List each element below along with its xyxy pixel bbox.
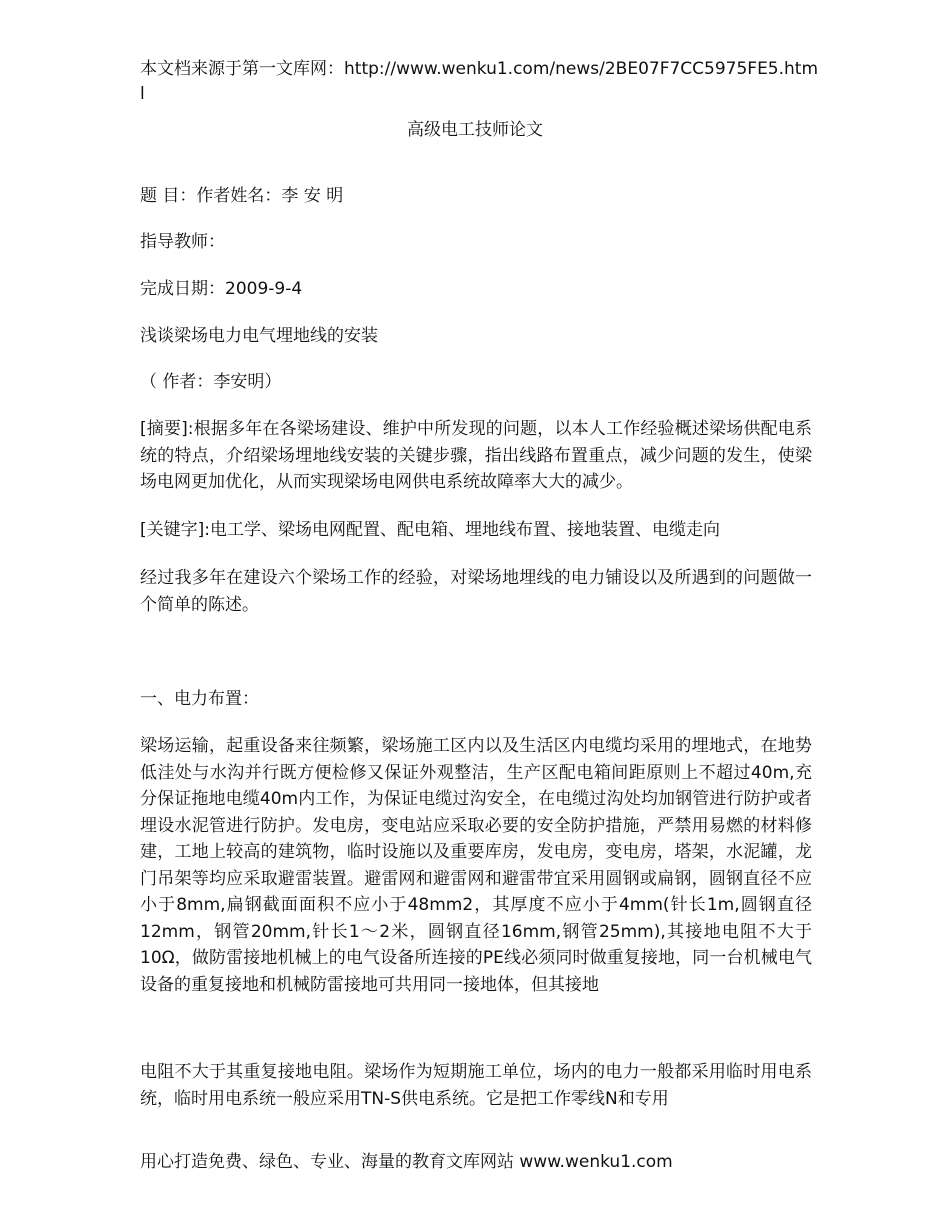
document-title: 高级电工技师论文 <box>407 120 543 140</box>
topic-author-line: 题 目：作者姓名：李 安 明 <box>140 186 344 206</box>
author-line: （ 作者：李安明） <box>140 372 282 392</box>
advisor-line: 指导教师： <box>140 232 225 252</box>
paper-title: 浅谈梁场电力电气埋地线的安装 <box>140 326 378 346</box>
intro-paragraph: 经过我多年在建设六个梁场工作的经验，对梁场地埋线的电力铺设以及所遇到的问题做一个简单的陈述。 <box>140 568 812 615</box>
source-url-line: 本文档来源于第一文库网：http://www.wenku1.com/news/2BE07F7CC5975FE5.html <box>140 59 819 104</box>
keywords-line: [关键字]:电工学、梁场电网配置、配电箱、埋地线布置、接地装置、电缆走向 <box>140 520 720 540</box>
section-heading: 一、电力布置： <box>140 689 259 709</box>
completion-date-line: 完成日期：2009-9-4 <box>140 279 303 299</box>
section-paragraph-1: 梁场运输，起重设备来往频繁，梁场施工区内以及生活区内电缆均采用的埋地式，在地势低洼处与水沟并行既方便检修又保证外观整洁，生产区配电箱间距原则上不超过40m,充分保证拖地电缆40m内工作，为保证电缆过沟安全，在电缆过沟处均加钢管进行防护或者埋设水泥管进行防护。发电房，变电站应采取必要的安全防护措施，严禁用易燃的材料修建，工地上较高的建筑物，临时设施以及重要库房，发电房，变电房，塔架，水泥罐，龙门吊架等均应采取避雷装置。避雷网和避雷网和避雷带宜采用圆钢或扁钢，圆钢直径不应小于8mm,扁钢截面面积不应小于48mm2，其厚度不应小于4mm(针长1m,圆钢直径12mm，钢管20mm,针长1～2米，圆钢直径16mm,钢管25mm),其接地电阻不大于10Ω，做防雷接地机械上的电气设备所连接的PE线必须同时做重复接地，同一台机械电气设备的重复接地和机械防雷接地可共用同一接地体，但其接地 <box>140 736 812 995</box>
abstract-paragraph: [摘要]:根据多年在各梁场建设、维护中所发现的问题，以本人工作经验概述梁场供配电系统的特点，介绍梁场埋地线安装的关键步骤，指出线路布置重点，减少问题的发生，使梁场电网更加优化，从而实现梁场电网供电系统故障率大大的减少。 <box>140 419 812 492</box>
footer-text: 用心打造免费、绿色、专业、海量的教育文库网站 www.wenku1.com <box>140 1152 673 1172</box>
section-paragraph-2: 电阻不大于其重复接地电阻。梁场作为短期施工单位，场内的电力一般都采用临时用电系统，临时用电系统一般应采用TN-S供电系统。它是把工作零线N和专用 <box>140 1062 812 1109</box>
